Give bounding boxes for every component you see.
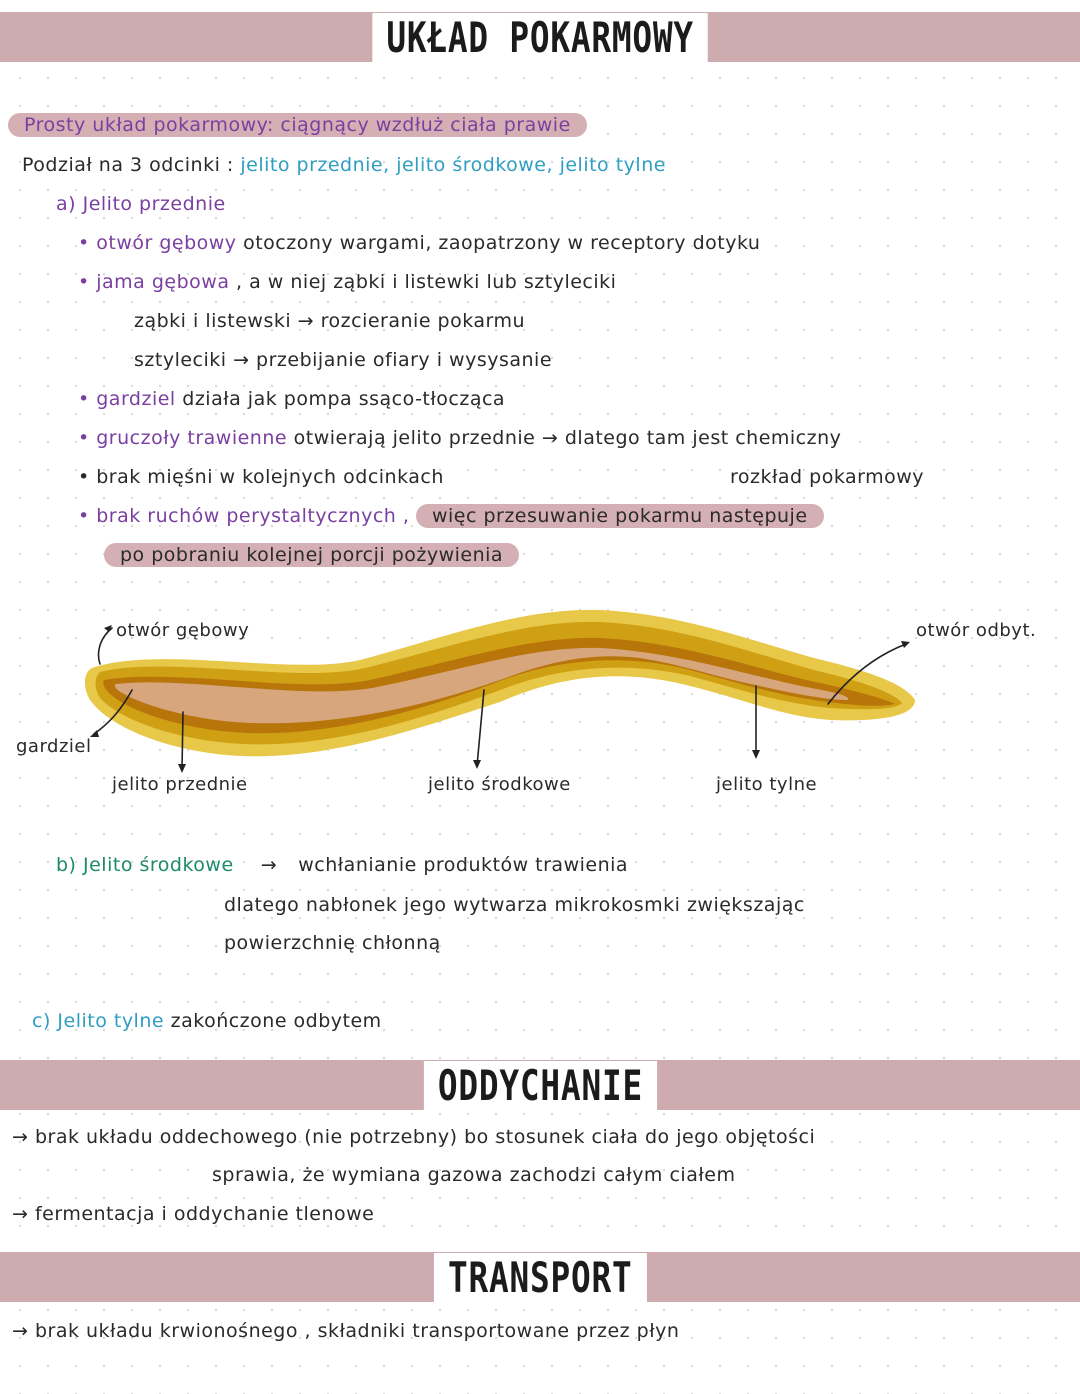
- bullet-pharynx-term: • gardziel: [78, 388, 176, 410]
- label-anus: otwór odbyt.: [916, 620, 1037, 641]
- arrow-foregut: [182, 712, 183, 770]
- midgut-arrow: →: [260, 854, 278, 876]
- bullet-pharynx-text: działa jak pompa ssąco-tłocząca: [182, 388, 506, 410]
- bullet-peristalsis-term: • brak ruchów perystaltycznych ,: [78, 505, 410, 527]
- midgut-text-2: dlatego nabłonek jego wytwarza mikrokosmki zwiększając: [224, 894, 805, 916]
- sub-line-teeth: ząbki i listewski → rozcieranie pokarmu: [134, 310, 526, 332]
- section-band-transport: [0, 1252, 1080, 1302]
- heading-midgut: b) Jelito środkowe: [56, 854, 234, 876]
- peristalsis-highlight-2: po pobraniu kolejnej porcji pożywienia: [104, 543, 519, 567]
- arrowhead-anus: [901, 641, 910, 648]
- sub-line-stylets: sztyleciki → przebijanie ofiary i wysysanie: [134, 349, 553, 371]
- label-pharynx: gardziel: [16, 736, 92, 757]
- label-foregut: jelito przednie: [112, 774, 248, 795]
- bullet-oral-cavity-term: • jama gębowa: [78, 271, 230, 293]
- hindgut-text: zakończone odbytem: [170, 1010, 382, 1032]
- transport-text-1: → brak układu krwionośnego , składniki transportowane przez płyn: [12, 1320, 680, 1342]
- label-hindgut: jelito tylne: [716, 774, 818, 795]
- arrowhead-hindgut: [752, 750, 760, 759]
- section-title-transport: TRANSPORT: [434, 1253, 647, 1302]
- bullet-glands-term: • gruczoły trawienne: [78, 427, 288, 449]
- bullet-mouth-text: otoczony wargami, zaopatrzony w receptory dotyku: [243, 232, 761, 254]
- bullet-mouth-term: • otwór gębowy: [78, 232, 237, 254]
- arrowhead-midgut: [473, 760, 481, 769]
- breathing-text-1: → brak układu oddechowego (nie potrzebny) bo stosunek ciała do jego objętości: [12, 1126, 816, 1148]
- division-parts: jelito przednie, jelito środkowe, jelito tylne: [240, 154, 666, 176]
- hindgut-line: [32, 1010, 382, 1032]
- section-band-breathing: [0, 1060, 1080, 1110]
- label-mouth: otwór gębowy: [116, 620, 250, 641]
- heading-hindgut: c) Jelito tylne: [32, 1010, 165, 1032]
- label-midgut: jelito środkowe: [428, 774, 571, 795]
- breathing-text-3: → fermentacja i oddychanie tlenowe: [12, 1203, 375, 1225]
- midgut-text-3: powierzchnię chłonną: [224, 932, 441, 954]
- midgut-line: [56, 854, 628, 876]
- section-title-breathing: ODDYCHANIE: [423, 1061, 656, 1110]
- section-title-digestive: UKŁAD POKARMOWY: [372, 13, 708, 62]
- midgut-text-1: wchłanianie produktów trawienia: [298, 854, 629, 876]
- arrowhead-foregut: [178, 764, 186, 773]
- bullet-oral-cavity-text: , a w niej ząbki i listewki lub sztyleciki: [236, 271, 617, 293]
- bullet-muscles: • brak mięśni w kolejnych odcinkach: [78, 466, 444, 488]
- bullet-glands-text: otwierają jelito przednie → dlatego tam jest chemiczny: [293, 427, 842, 449]
- peristalsis-highlight-1: więc przesuwanie pokarmu następuje: [416, 504, 824, 528]
- division-prefix: Podział na 3 odcinki :: [22, 154, 234, 176]
- chem-continuation: rozkład pokarmowy: [730, 466, 925, 488]
- heading-foregut: a) Jelito przednie: [56, 193, 226, 215]
- breathing-text-2: sprawia, że wymiana gazowa zachodzi całym ciałem: [212, 1164, 736, 1186]
- intro-highlight: Prosty układ pokarmowy: ciągnący wzdłuż ciała prawie: [8, 113, 587, 137]
- arrow-mouth: [99, 628, 113, 664]
